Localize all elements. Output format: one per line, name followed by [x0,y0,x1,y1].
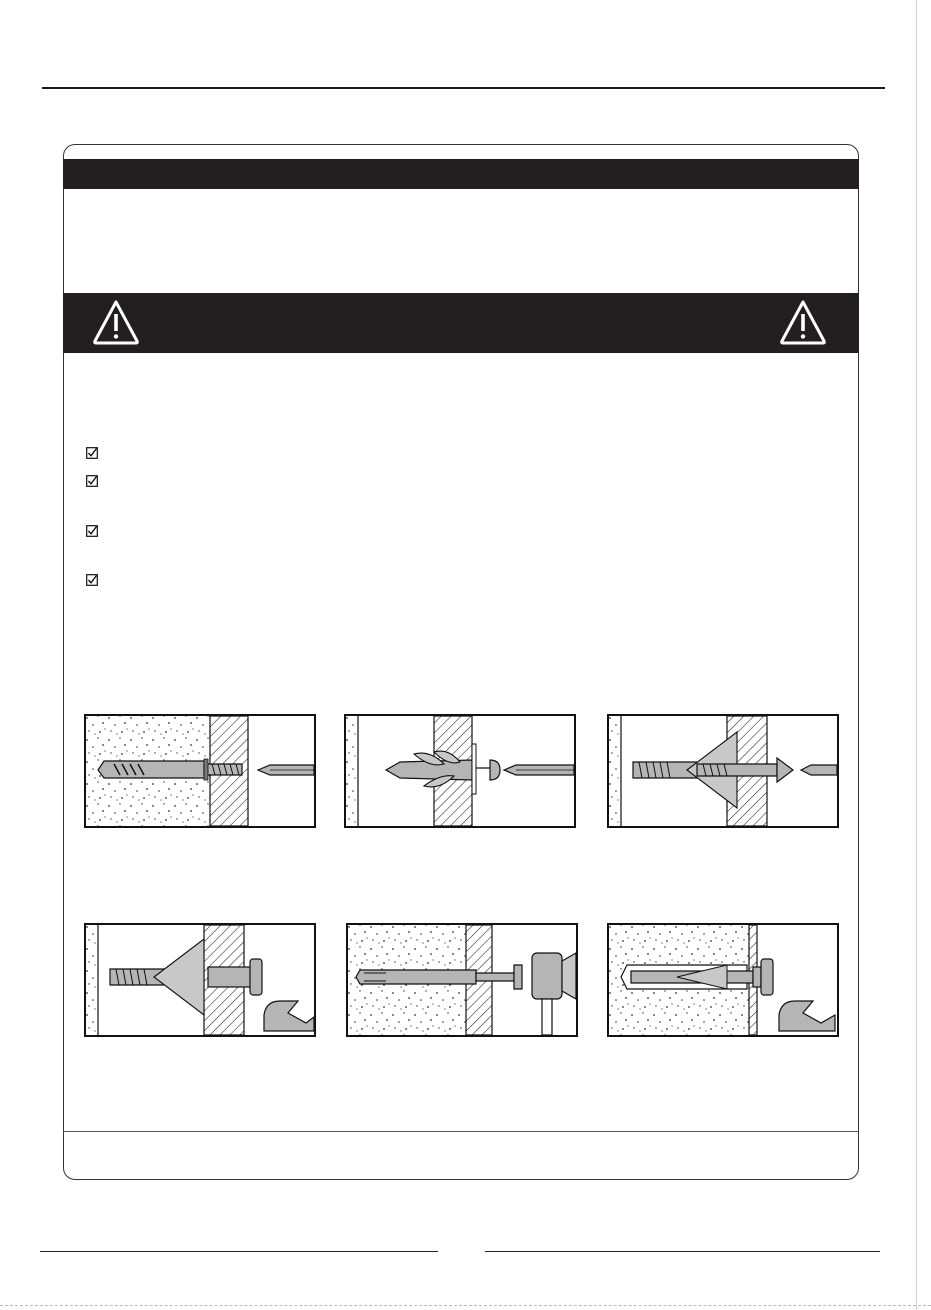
panel-footer-divider [63,1131,859,1132]
molly-bolt-wrench-figure [84,923,316,1037]
warning-triangle-icon [90,297,142,347]
checked-box-icon [86,574,98,586]
section-title-bar [63,159,859,189]
warning-triangle-icon [777,297,829,347]
checked-box-icon [86,525,98,537]
page-bottom-edge [0,1305,931,1306]
footer-rule-left [40,1251,438,1252]
checked-box-icon [86,447,98,459]
page-edge-line [916,0,917,1310]
footer-rule-right [485,1251,880,1252]
header-rule [42,87,885,89]
toggle-bolt-drywall-figure [84,714,316,828]
sleeve-anchor-wrench-figure [607,923,839,1037]
self-drill-drywall-anchor-figure [344,714,576,828]
molly-bolt-screw-figure [607,714,839,828]
hammer-drive-anchor-figure [346,923,578,1037]
checked-box-icon [86,475,98,487]
warning-bar [63,293,859,353]
